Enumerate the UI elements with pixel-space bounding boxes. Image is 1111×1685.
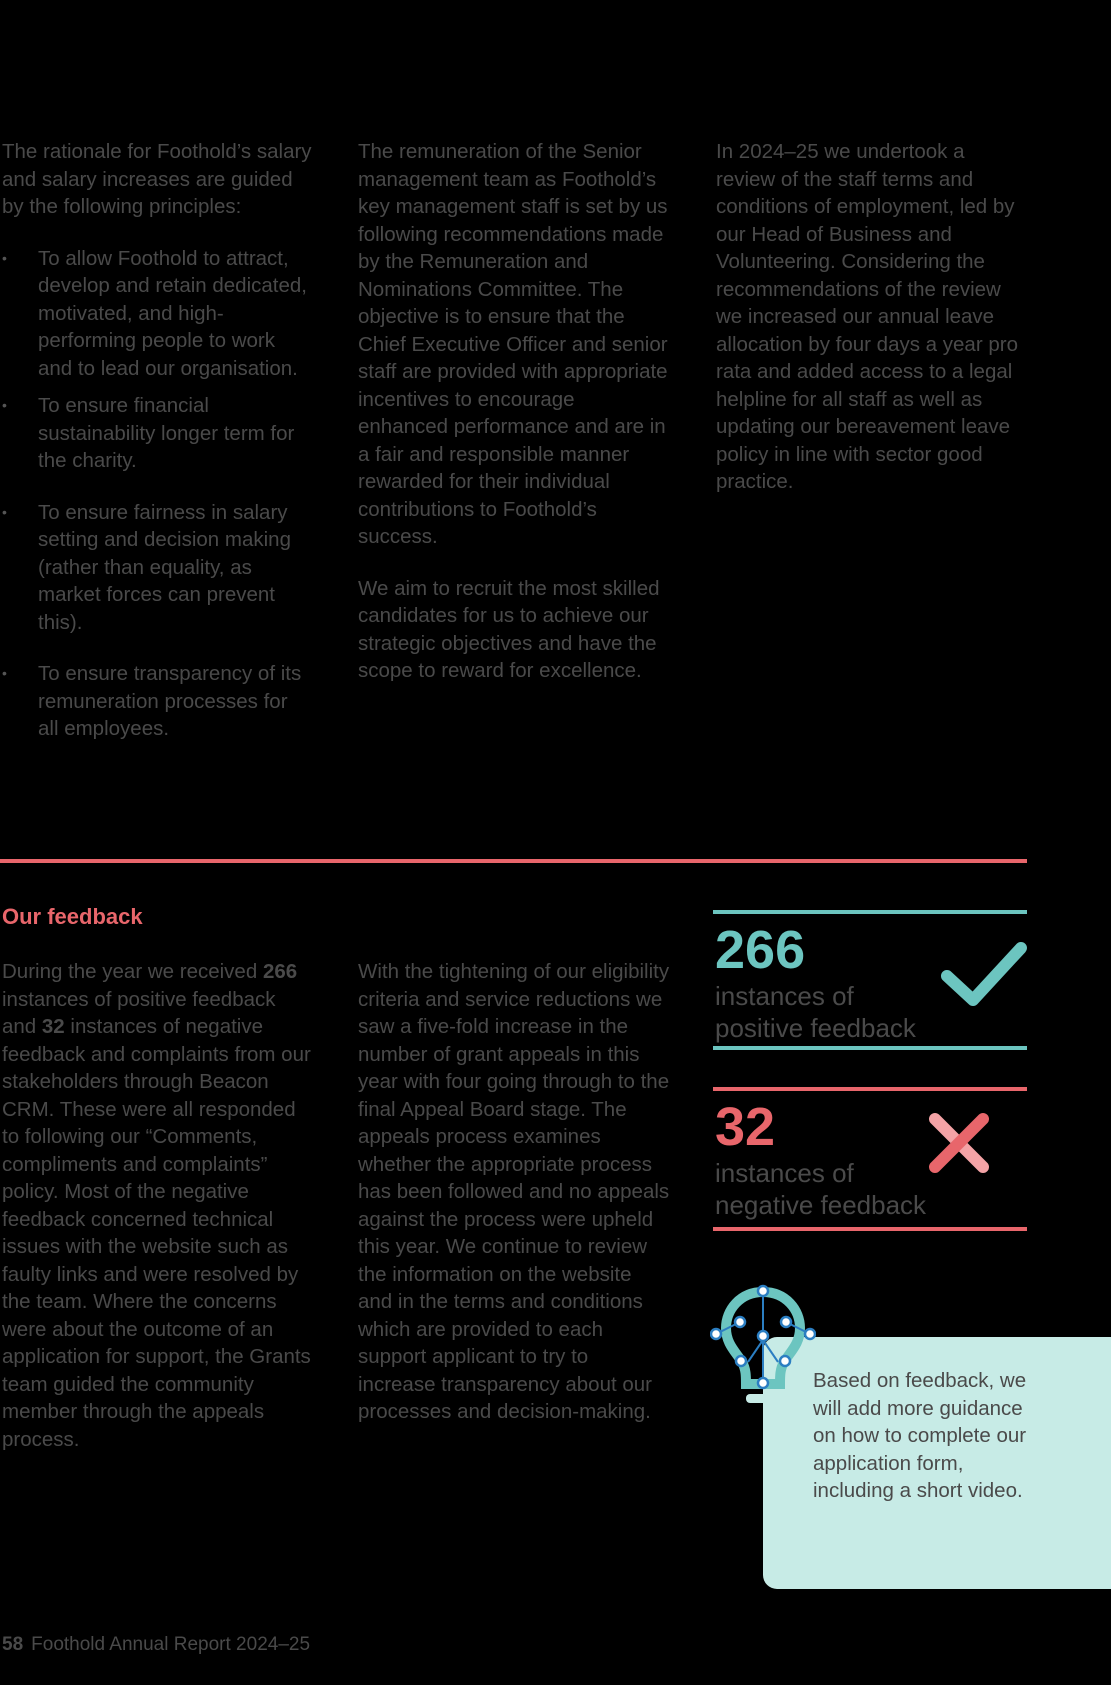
- text-run: instances of negative feedback and complaints from our stakeholders through Beacon CRM. These were all responded to following our “Comments, compliments and complaints” policy. Most of the negative feedback concerned technical issues with the website such as faulty links and were resolved by the team. Where the concerns were about the outcome of an application for support, the Grants team guided the community member through the appeals process.: [2, 1015, 311, 1451]
- stat-label: [715, 980, 916, 1044]
- stat-number: 32: [715, 1097, 776, 1157]
- tip-text: Based on feedback, we will add more guidance on how to complete our application form, including a short video.: [813, 1369, 1027, 1502]
- section-heading: Our feedback: [2, 904, 143, 929]
- report-title: Foothold Annual Report 2024–25: [31, 1634, 311, 1655]
- feedback-column-1: [2, 958, 314, 1453]
- negative-count-inline: 32: [41, 1015, 65, 1038]
- list-item: • To ensure financial sustainability longer term for the charity.: [2, 392, 312, 475]
- list-item: • To ensure transparency of its remuneration processes for all employees.: [2, 660, 312, 743]
- feedback-column-2: [358, 958, 670, 1426]
- remuneration-column-1: [2, 138, 312, 753]
- positive-feedback-stat: [713, 910, 1027, 1050]
- lightbulb-icon: [710, 1280, 816, 1410]
- remuneration-column-2: [358, 138, 670, 709]
- stat-label-line: instances of: [715, 981, 854, 1011]
- principles-list: [2, 245, 312, 743]
- paragraph: In 2024–25 we undertook a review of the staff terms and conditions of employment, led by our Head of Business and Volunteering. Considering the recommendations of the review we increased our annual leave allocation by four days a year pro rata and added access to a legal helpline for all staff as well as updating our bereavement leave policy in line with sector good practice.: [716, 140, 1018, 493]
- principles-intro: The rationale for Foothold’s salary and salary increases are guided by the following principles:: [2, 140, 312, 218]
- checkmark-icon: [939, 940, 1027, 1010]
- list-item: • To allow Foothold to attract, develop and retain dedicated, motivated, and high-performing people to work and to lead our organisation.: [2, 245, 312, 383]
- page-number: 58: [2, 1634, 24, 1655]
- stat-label-line: negative feedback: [715, 1190, 927, 1220]
- list-item: • To ensure fairness in salary setting and decision making (rather than equality, as market forces can prevent this).: [2, 499, 312, 637]
- section-divider: [0, 859, 1027, 863]
- paragraph: [2, 958, 314, 1453]
- paragraph: With the tightening of our eligibility criteria and service reductions we saw a five-fold increase in the number of grant appeals in this year with four going through to the final Appeal Board stage. The appeals process examines whether the appropriate process has been followed and no appeals against the process were upheld this year. We continue to review the information on the website and in the terms and conditions which are provided to each support applicant to try to increase transparency about our processes and decision-making.: [358, 960, 670, 1423]
- negative-feedback-stat: [713, 1087, 1027, 1231]
- text-run: instances of positive feedback and: [2, 987, 276, 1038]
- paragraph: The remuneration of the Senior management team as Foothold’s key management staff is set by us following recommendations made by the Remuneration and Nominations Committee. The objective is to ensure that the Chief Executive Officer and senior staff are provided with appropriate incentives to encourage enhanced performance and are in a fair and responsible manner rewarded for their individual contributions to Foothold’s success.: [358, 140, 668, 548]
- stat-label-line: instances of: [715, 1158, 854, 1188]
- text-run: During the year we received: [2, 960, 263, 983]
- paragraph: We aim to recruit the most skilled candidates for us to achieve our strategic objectives and have the scope to reward for excellence.: [358, 576, 660, 682]
- positive-count-inline: 266: [262, 960, 298, 983]
- stat-number: 266: [715, 920, 806, 980]
- page-footer: [2, 1634, 310, 1656]
- stat-label: [715, 1157, 926, 1221]
- remuneration-column-3: [716, 138, 1026, 520]
- cross-icon: [927, 1111, 991, 1175]
- stat-label-line: positive feedback: [715, 1013, 916, 1043]
